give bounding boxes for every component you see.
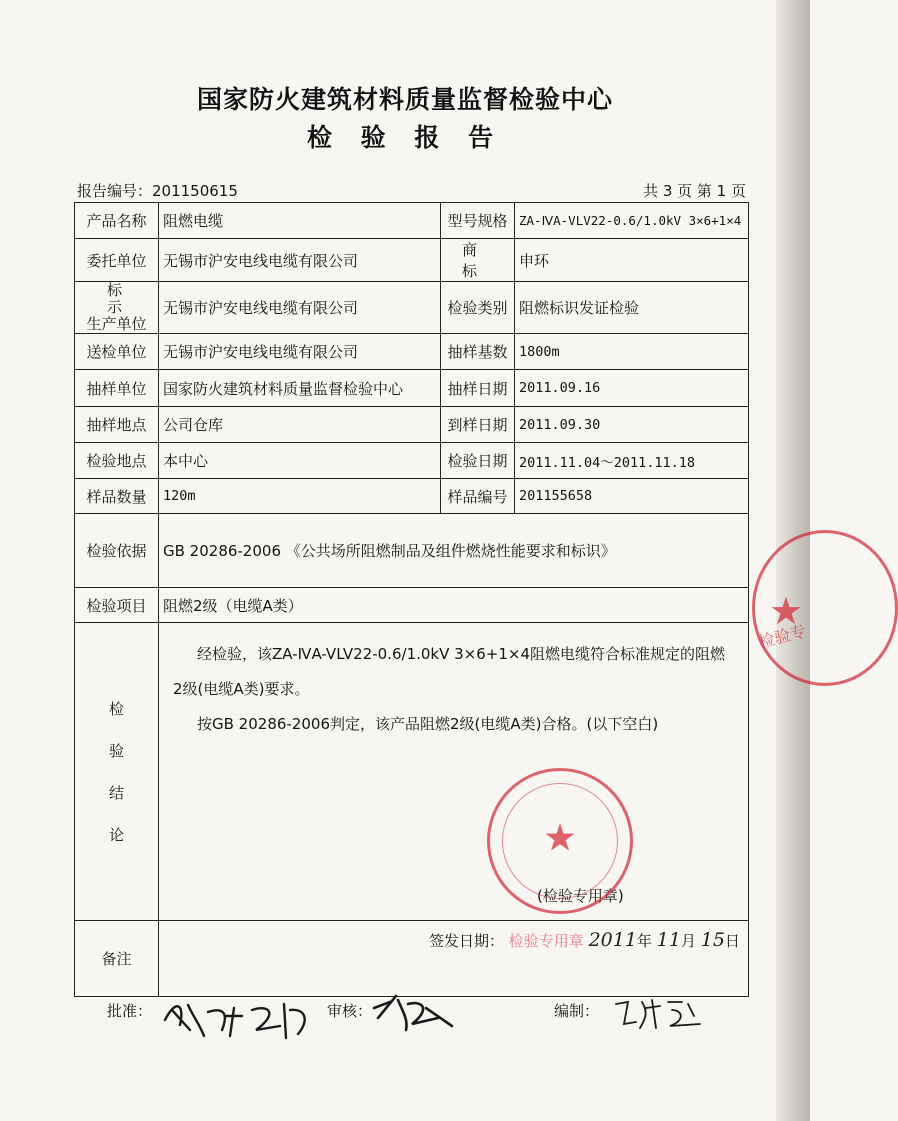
conclusion-paragraph-1: 经检验，该ZA-ⅣA-VLV22-0.6/1.0kV 3×6+1×4阻燃电缆符合标准规定的阻燃2级(电缆A类)要求。 (173, 645, 726, 698)
issue-day: 15 (700, 929, 725, 951)
producer-value: 无锡市沪安电线电缆有限公司 (159, 282, 441, 334)
test-place-value: 本中心 (159, 443, 441, 479)
compile-label: 编制： (554, 1002, 600, 1020)
page-info: 共 3 页 第 1 页 (643, 182, 746, 200)
sampler-value: 国家防火建筑材料质量监督检验中心 (159, 370, 441, 407)
table-row (75, 443, 749, 479)
table-row (75, 203, 749, 239)
scan-edge-shadow (776, 0, 810, 1121)
items-label: 检验项目 (75, 588, 159, 623)
submitter-label: 送检单位 (75, 334, 159, 370)
table-row (75, 370, 749, 407)
conclusion-label-char: 结 (108, 784, 124, 802)
conclusion-label-char: 验 (108, 742, 124, 760)
month-unit: 月 (680, 932, 696, 950)
sample-no-label: 样品编号 (441, 479, 515, 514)
issue-month: 11 (656, 929, 681, 951)
arrival-date-label: 到样日期 (441, 407, 515, 443)
client-value: 无锡市沪安电线电缆有限公司 (159, 239, 441, 282)
producer-label-bottom: 生产单位 (86, 315, 147, 333)
sample-qty-label: 样品数量 (75, 479, 159, 514)
conclusion-label (75, 623, 159, 921)
brand-value: 申环 (515, 239, 749, 282)
issue-date-label: 签发日期： (429, 932, 505, 950)
items-value: 阻燃2级（电缆A类） (159, 588, 749, 623)
compiler-signature (612, 994, 707, 1034)
sample-base-label: 抽样基数 (441, 334, 515, 370)
model-label: 型号规格 (441, 203, 515, 239)
sampler-label: 抽样单位 (75, 370, 159, 407)
table-row (75, 514, 749, 588)
test-date-value: 2011.11.04～2011.11.18 (515, 443, 749, 479)
table-row (75, 588, 749, 623)
table-row (75, 334, 749, 370)
conclusion-paragraph-2: 按GB 20286-2006判定，该产品阻燃2级(电缆A类)合格。(以下空白) (197, 715, 659, 733)
sampling-place-value: 公司仓库 (159, 407, 441, 443)
submitter-value: 无锡市沪安电线电缆有限公司 (159, 334, 441, 370)
review-label: 审核： (327, 1002, 373, 1020)
sampling-date-label: 抽样日期 (441, 370, 515, 407)
conclusion-label-char: 论 (108, 826, 124, 844)
issue-year: 2011 (588, 929, 637, 951)
conclusion-label-char: 检 (108, 700, 124, 718)
product-name-label: 产品名称 (75, 203, 159, 239)
year-unit: 年 (636, 932, 652, 950)
report-title: 国家防火建筑材料质量监督检验中心 (196, 85, 613, 114)
test-place-label: 检验地点 (75, 443, 159, 479)
approve-label: 批准： (107, 1002, 153, 1020)
basis-value: GB 20286-2006 《公共场所阻燃制品及组件燃烧性能要求和标识》 (159, 514, 749, 588)
inspection-seal: ★ (487, 768, 633, 914)
side-seal: ★ (752, 530, 898, 686)
reviewer-signature (368, 990, 458, 1035)
issue-date (429, 929, 740, 951)
side-seal-text: 检验专 (756, 621, 808, 652)
remarks-label: 备注 (75, 921, 159, 997)
report-number: 报告编号：201150615 (77, 182, 238, 200)
producer-label-top: 标 示 (106, 281, 136, 316)
client-label: 委托单位 (75, 239, 159, 282)
sampling-date-value: 2011.09.16 (515, 370, 749, 407)
producer-label (75, 282, 159, 334)
seal-caption: (检验专用章) (537, 887, 624, 905)
approver-signature (160, 990, 325, 1045)
sampling-place-label: 抽样地点 (75, 407, 159, 443)
test-type-label: 检验类别 (441, 282, 515, 334)
conclusion-body (159, 623, 749, 951)
report-subtitle: 检 验 报 告 (306, 123, 504, 152)
table-row (75, 407, 749, 443)
sample-qty-value: 120m (159, 479, 441, 514)
table-row (75, 623, 749, 921)
test-type-value: 阻燃标识发证检验 (515, 282, 749, 334)
day-unit: 日 (724, 932, 740, 950)
test-date-label: 检验日期 (441, 443, 515, 479)
brand-label: 商标 (441, 239, 515, 282)
stamp-overlay-text: 检验专用章 (508, 932, 584, 950)
report-table (74, 202, 749, 997)
sample-no-value: 201155658 (515, 479, 749, 514)
table-row (75, 282, 749, 334)
sample-base-value: 1800m (515, 334, 749, 370)
basis-label: 检验依据 (75, 514, 159, 588)
arrival-date-value: 2011.09.30 (515, 407, 749, 443)
table-row (75, 239, 749, 282)
product-name-value: 阻燃电缆 (159, 203, 441, 239)
model-value: ZA-ⅣA-VLV22-0.6/1.0kV 3×6+1×4 (515, 203, 749, 239)
table-row (75, 479, 749, 514)
